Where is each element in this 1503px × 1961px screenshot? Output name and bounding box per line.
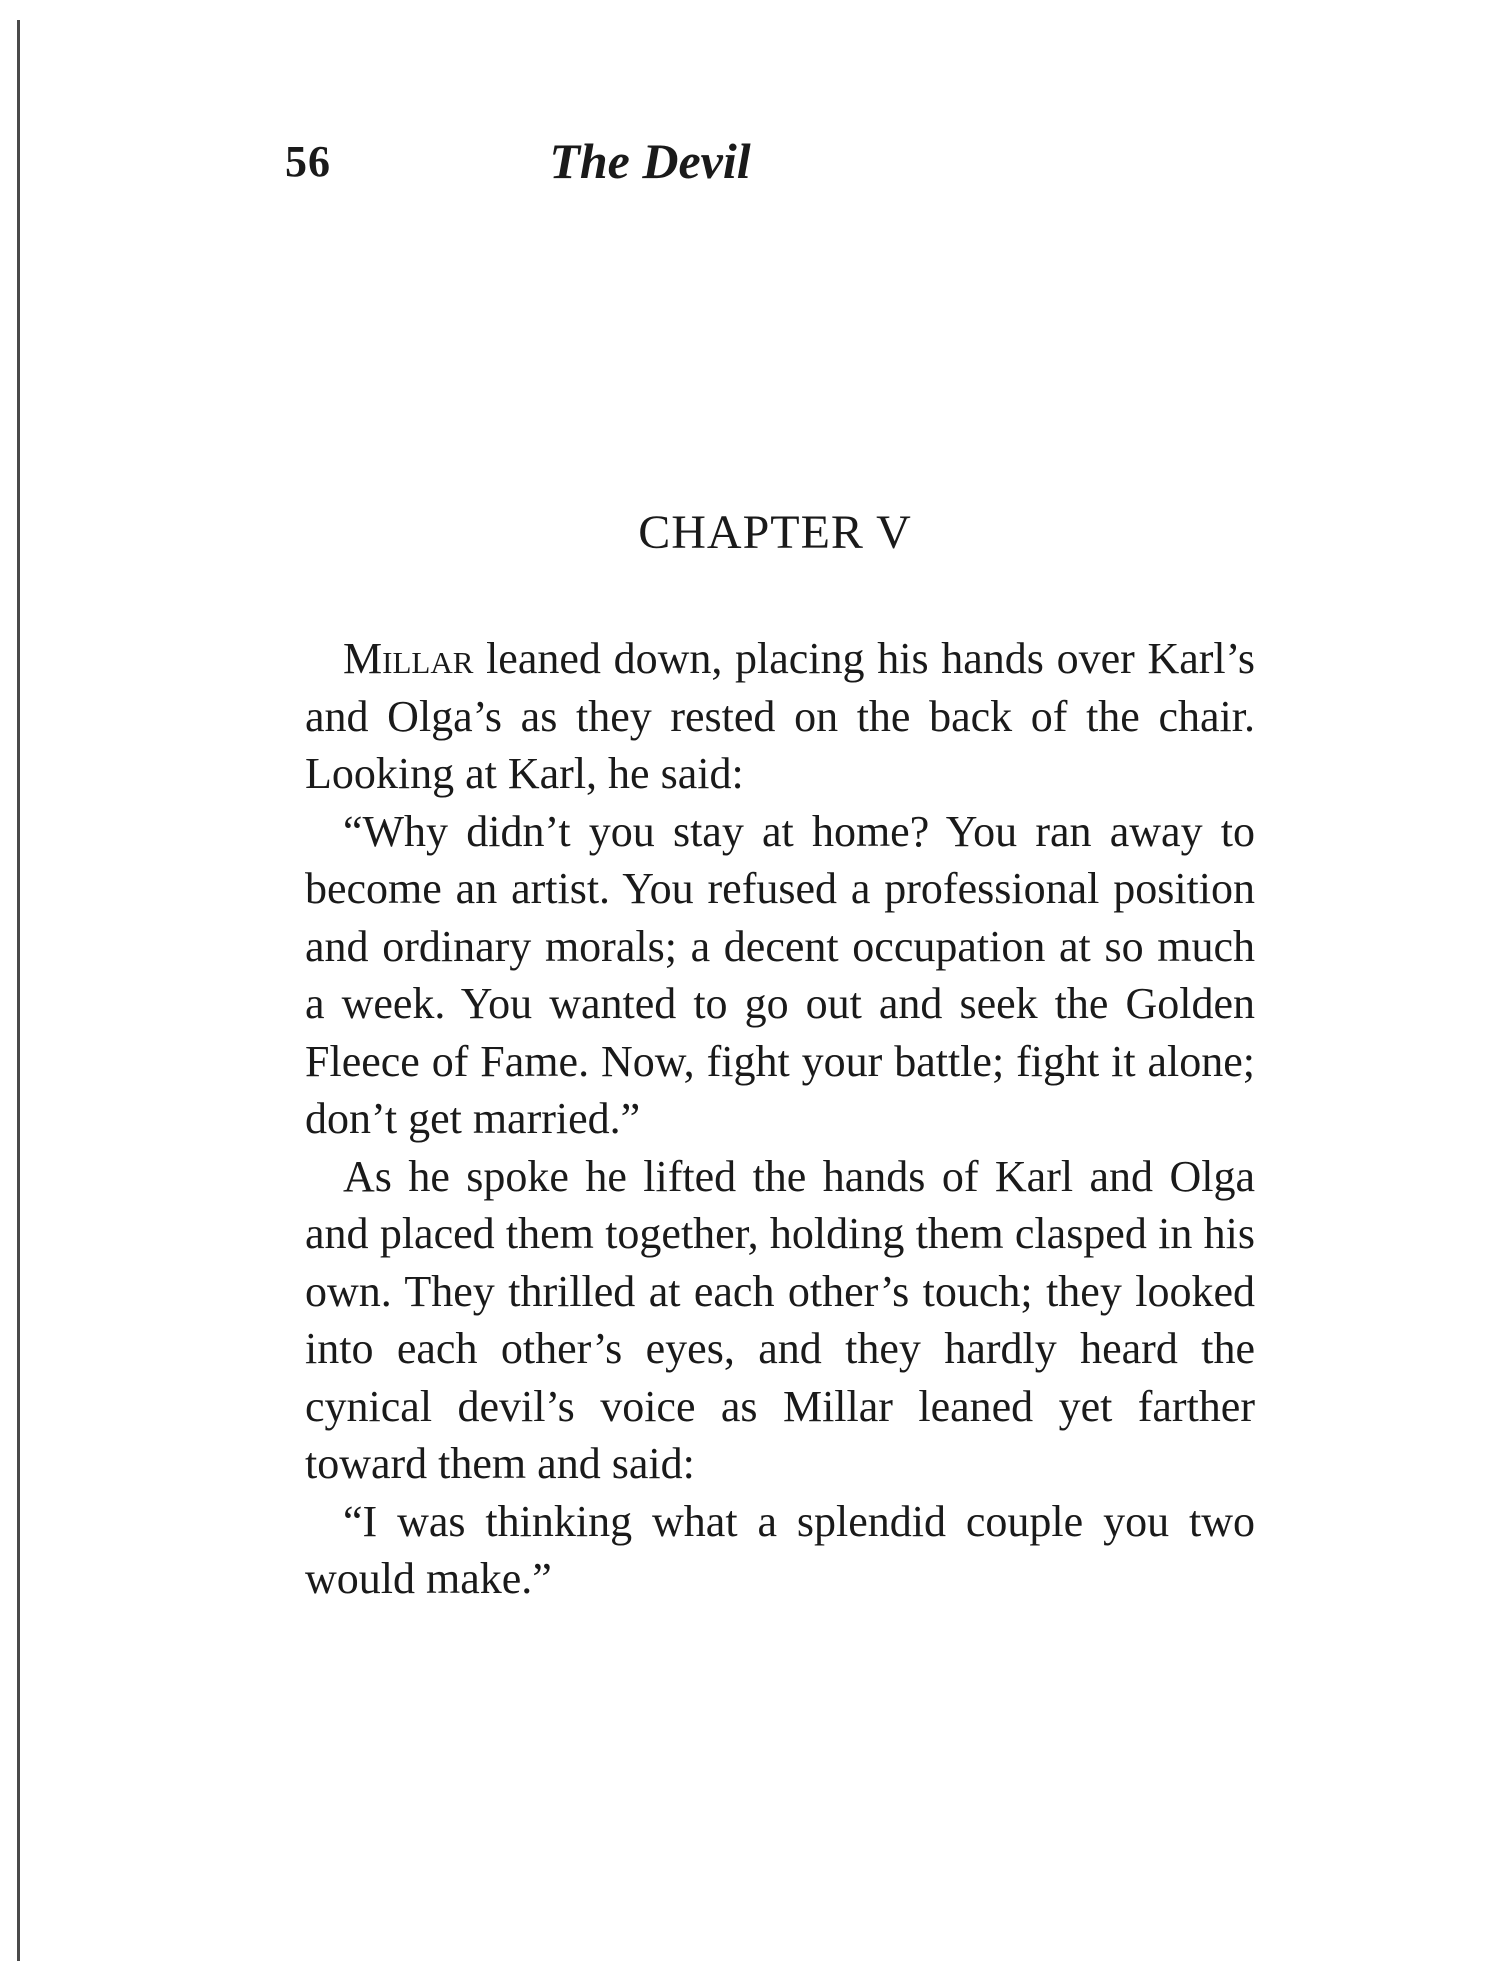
running-title: The Devil <box>549 133 751 189</box>
paragraph-2: “Why didn’t you stay at home? You ran away to become an artist. You refused a professional position and ordinary morals; a decent occupation at so much a week. You wanted to go out and seek the Golden Fleece of Fame. Now, fight your battle; fight it alone; don’t get married.” <box>305 806 1255 1143</box>
paragraph-4: “I was thinking what a splendid couple you two would make.” <box>305 1496 1255 1603</box>
paragraph-1 <box>305 630 1255 803</box>
chapter-body <box>305 630 1255 1608</box>
paragraph-text: leaned down, placing his hands over Karl’s and Olga’s as they rested on the back of the chair. Looking at Karl, he said: <box>305 634 1255 798</box>
paragraph-lead-word: Millar <box>343 634 474 683</box>
chapter-heading: CHAPTER V <box>638 506 912 559</box>
page-number: 56 <box>285 137 331 186</box>
paragraph-3: As he spoke he lifted the hands of Karl and Olga and placed them together, holding them clasped in his own. They thrilled at each other’s touch; they looked into each other’s eyes, and they hardly heard the cynical devil’s voice as Millar leaned yet farther toward them and said: <box>305 1151 1255 1488</box>
page-binding-edge <box>17 20 20 1961</box>
